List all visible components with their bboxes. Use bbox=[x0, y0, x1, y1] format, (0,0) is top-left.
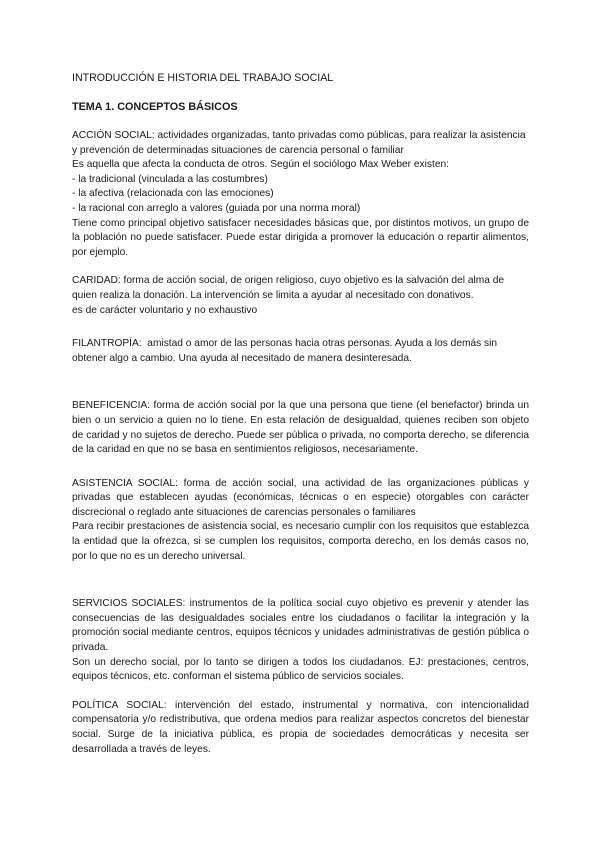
asistencia-social-extra: Para recibir prestaciones de asistencia social, es necesario cumplir con los requisitos que establezca la entidad que la ofrezca, si se cumplen los requisitos, comporta derecho, en los demás casos no, por lo que no es un derecho universal. bbox=[72, 521, 529, 562]
term-filantropia: FILANTROPÍA: bbox=[72, 338, 142, 350]
accion-social-text: actividades organizadas, tanto privadas como públicas, para realizar la asistencia y prevención de determinadas situaciones de carencia personal o familiar bbox=[72, 130, 526, 156]
entry-servicios-sociales bbox=[72, 597, 529, 685]
list-item: - la afectiva (relacionada con las emociones) bbox=[72, 187, 529, 202]
accion-social-objective: Tiene como principal objetivo satisfacer necesidades básicas que, por distintos motivos, un grupo de la población no puede satisfacer. Puede estar dirigida a promover la educación o repartir alimentos, por ejemplo. bbox=[72, 217, 529, 258]
beneficencia-text: forma de acción social por la que una persona que tiene (el benefactor) brinda un bien o un servicio a quien no lo tiene. En esta relación de desigualdad, quienes reciben son objeto de caridad y no sujetos de derecho. Puede ser pública o privada, no comporta derecho, se diferencia de la caridad en que no se basa en sentimientos religiosos, necesariamente. bbox=[72, 400, 529, 456]
list-item: - la tradicional (vinculada a las costumbres) bbox=[72, 173, 529, 188]
term-accion-social: ACCIÓN SOCIAL: bbox=[72, 130, 155, 141]
caridad-extra: es de carácter voluntario y no exhaustivo bbox=[72, 304, 258, 316]
entry-filantropia bbox=[72, 337, 529, 366]
term-asistencia-social: ASISTENCIA SOCIAL: bbox=[72, 477, 178, 489]
servicios-sociales-text: instrumentos de la política social cuyo objetivo es prevenir y atender las consecuencias de las desigualdades sociales entre los ciudadanos o facilitar la integración y la promoción social mediante centros, equipos técnicos y unidades administrativas de gestión pública o privada. bbox=[72, 598, 529, 654]
document-title: INTRODUCCIÓN E HISTORIA DEL TRABAJO SOCIAL bbox=[72, 72, 334, 84]
accion-social-definition bbox=[72, 129, 529, 158]
servicios-sociales-extra: Son un derecho social, por lo tanto se dirigen a todos los ciudadanos. EJ: prestaciones, centros, equipos técnicos, etc. conforman el sistema público de servicios sociales. bbox=[72, 656, 529, 683]
filantropia-text: amistad o amor de las personas hacia otras personas. Ayuda a los demás sin obtener algo a cambio. Una ayuda al necesitado de manera desinteresada. bbox=[72, 338, 500, 364]
topic-heading: TEMA 1. CONCEPTOS BÁSICOS bbox=[72, 101, 238, 113]
caridad-text: forma de acción social, de origen religioso, cuyo objetivo es la salvación del alma de quien realiza la donación. La intervención se limita a ayudar al necesitado con donativos. bbox=[72, 275, 505, 301]
accion-social-weber-intro: Es aquella que afecta la conducta de otros. Según el sociólogo Max Weber existen: bbox=[72, 159, 449, 171]
asistencia-social-definition bbox=[72, 477, 529, 521]
entry-politica-social bbox=[72, 699, 529, 757]
weber-types-list bbox=[72, 173, 529, 217]
entry-caridad bbox=[72, 274, 529, 318]
politica-social-text: intervención del estado, instrumental y normativa, con intencionalidad compensatoria y/o redistributiva, que ordena medios para realizar aspectos concretos del bienestar social. Surge de la iniciativa pública, es propia de sociedades democráticas y necesita ser desarrollada a través de leyes. bbox=[72, 699, 529, 755]
term-caridad: CARIDAD: bbox=[72, 275, 121, 287]
term-servicios-sociales: SERVICIOS SOCIALES: bbox=[72, 598, 186, 610]
term-politica-social: POLÍTICA SOCIAL: bbox=[72, 699, 167, 711]
beneficencia-definition bbox=[72, 399, 529, 457]
term-beneficencia: BENEFICENCIA: bbox=[72, 400, 151, 412]
entry-asistencia-social bbox=[72, 477, 529, 565]
caridad-definition bbox=[72, 274, 529, 303]
list-item: - la racional con arreglo a valores (guiada por una norma moral) bbox=[72, 202, 529, 217]
filantropia-definition bbox=[72, 337, 529, 366]
asistencia-social-text: forma de acción social, una actividad de las organizaciones públicas y privadas que establecen ayudas (económicas, técnicas o en especie) otorgables con carácter discrecional o reglado ante situaciones de carencias personales o familiares bbox=[72, 477, 529, 518]
entry-accion-social bbox=[72, 129, 529, 260]
politica-social-definition bbox=[72, 699, 529, 757]
entry-beneficencia bbox=[72, 399, 529, 457]
servicios-sociales-definition bbox=[72, 597, 529, 655]
